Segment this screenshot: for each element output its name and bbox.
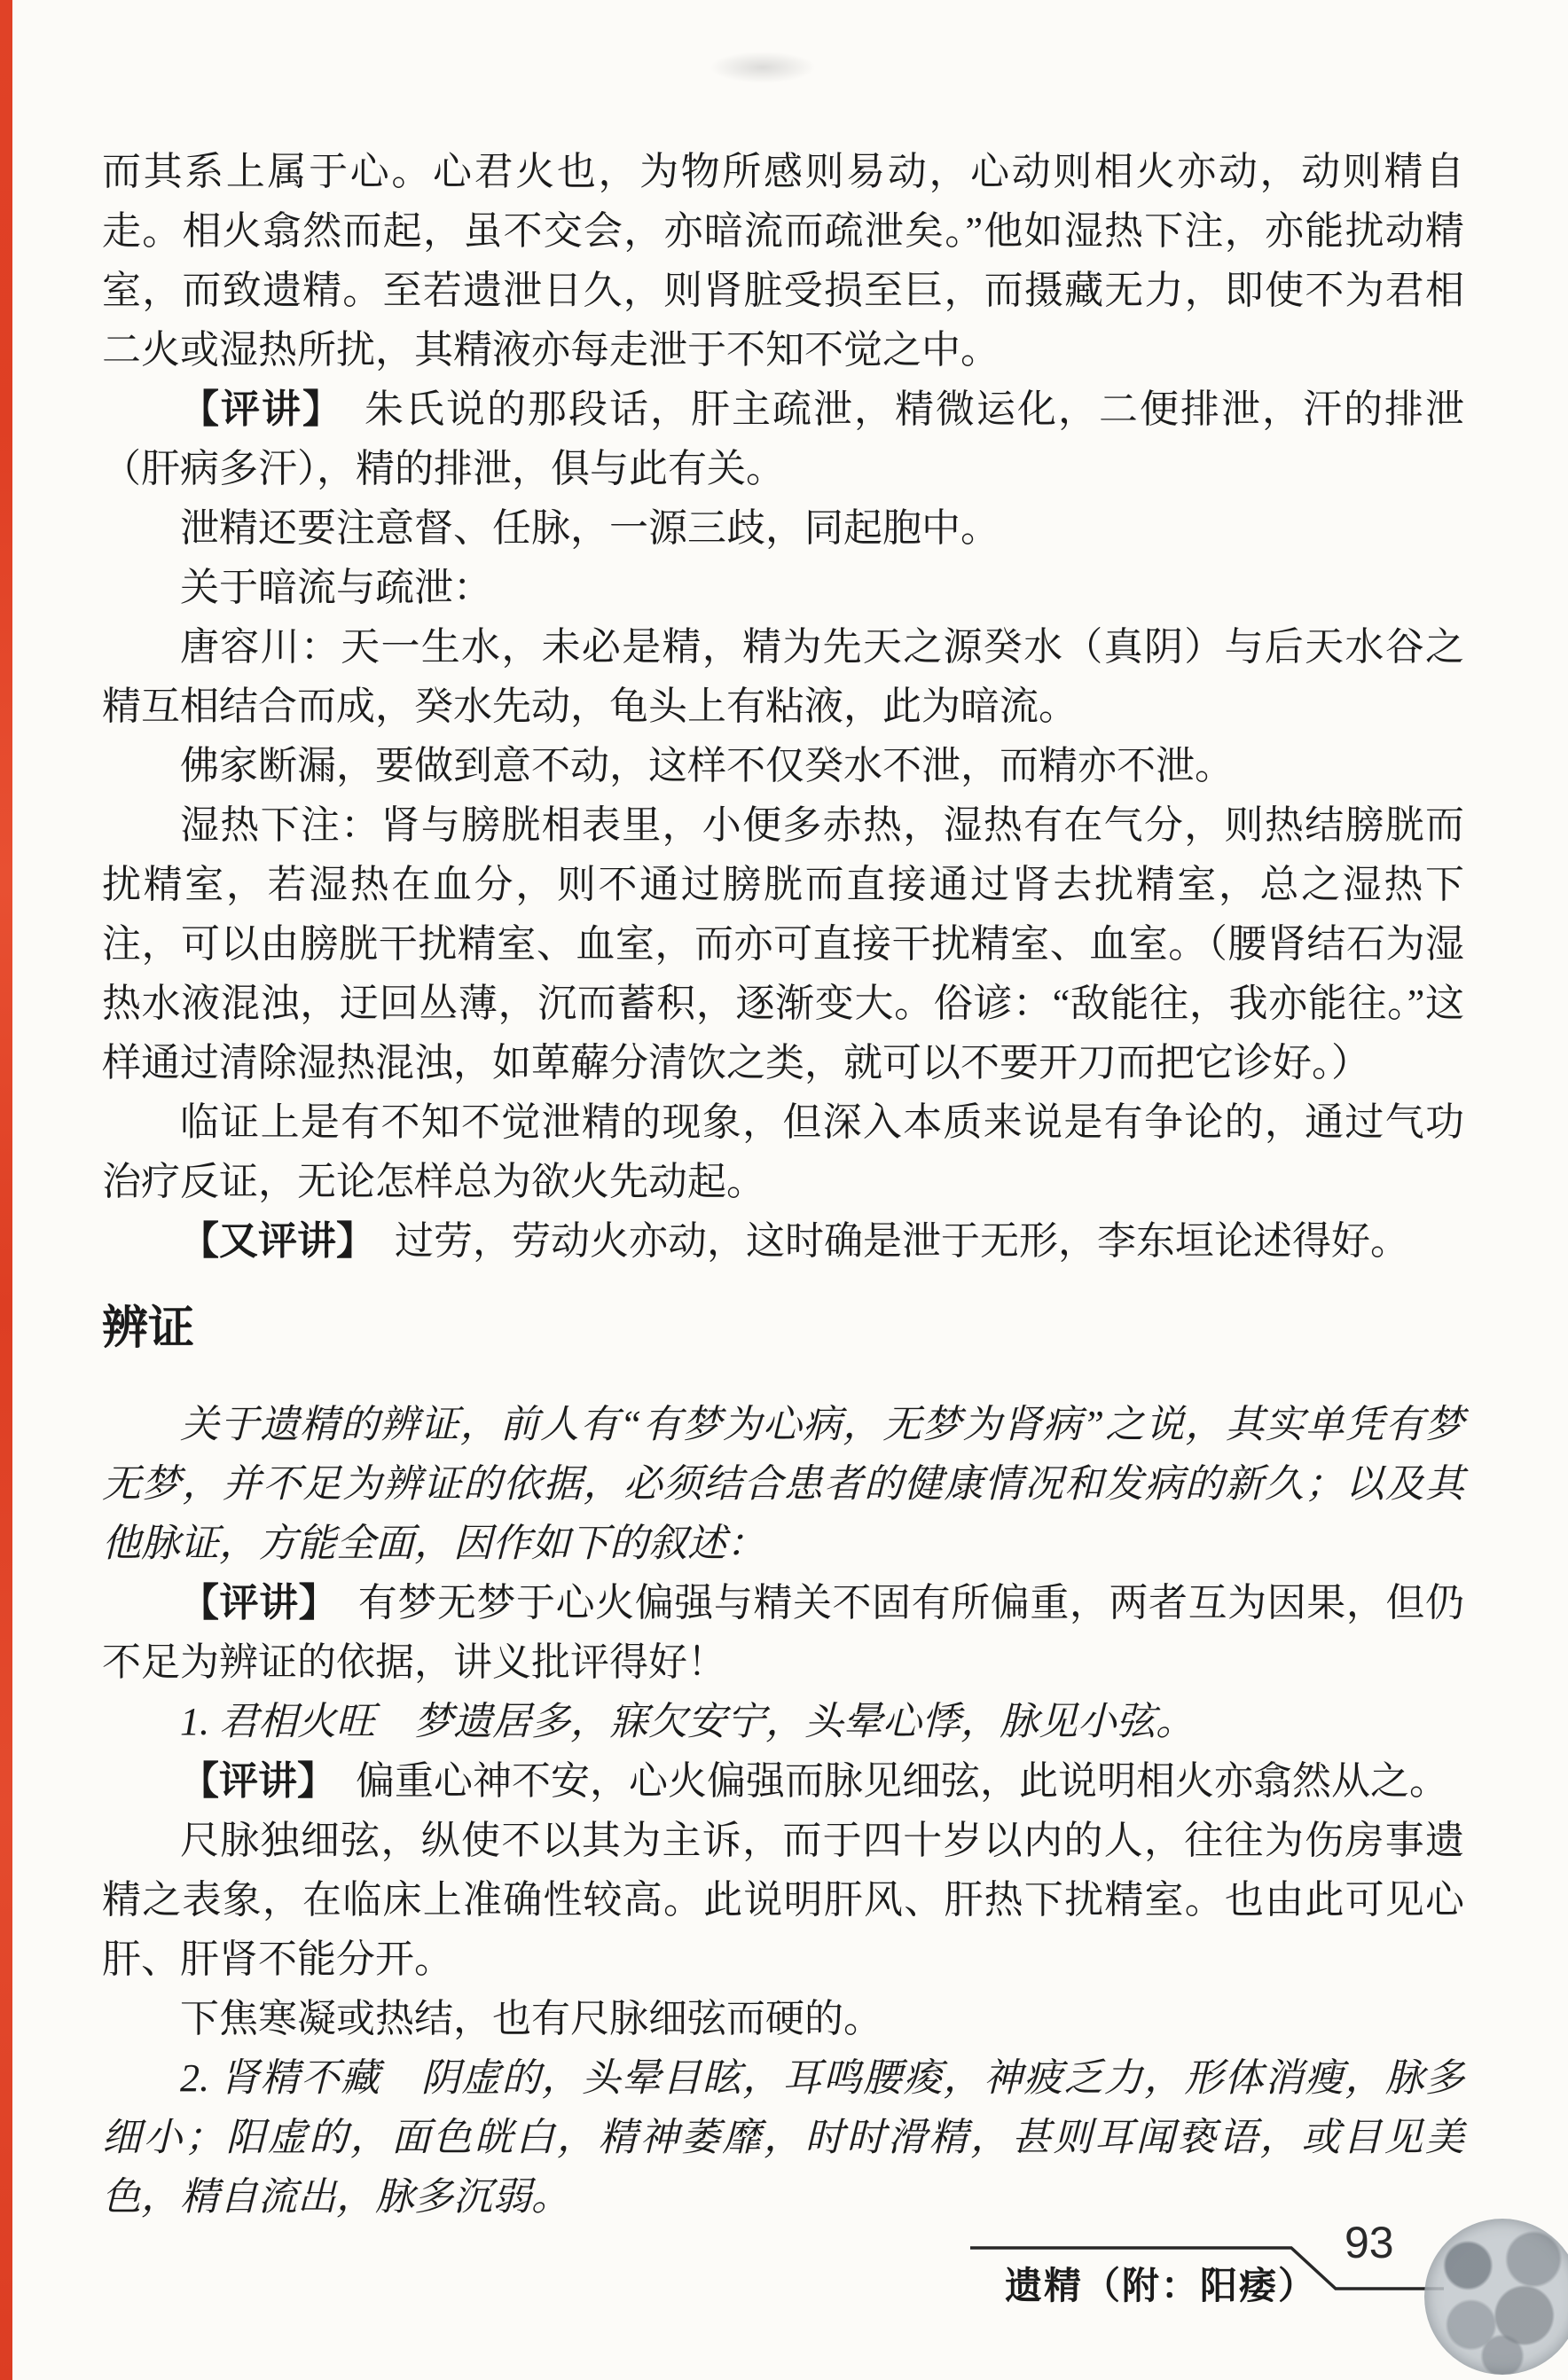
paragraph-fojia: 佛家断漏，要做到意不动，这样不仅癸水不泄，而精亦不泄。 — [180, 744, 1234, 787]
youpingjiang-text: 过劳，劳动火亦动，这时确是泄于无形，李东垣论述得好。 — [356, 1219, 1409, 1263]
pingjiang3-label: 【评讲】 — [180, 1759, 317, 1803]
pingjiang2-label: 【评讲】 — [180, 1581, 319, 1625]
pingjiang2-text: 有梦无梦于心火偏强与精关不固有所偏重，两者互为因果，但仍不足为辨证的依据，讲义批评得好！ — [102, 1581, 1464, 1684]
paragraph-continuation: 而其系上属于心。心君火也，为物所感则易动，心动则相火亦动，动则精自走。相火翕然而起，虽不交会，亦暗流而疏泄矣。”他如湿热下注，亦能扰动精室，而致遗精。至若遗泄日久，则肾脏受损至巨，而摄藏无力，即使不为君相二火或湿热所扰，其精液亦每走泄于不知不觉之中。 — [102, 150, 1464, 372]
scan-smudge-artifact — [710, 51, 816, 83]
page-text-block — [102, 142, 1464, 2227]
paragraph-xiajiao: 下焦寒凝或热结，也有尺脉细弦而硬的。 — [180, 1997, 882, 2040]
footer-chapter-title: 遗精（附：阳痿） — [1005, 2266, 1318, 2307]
paragraph-pingjiang-1 — [102, 380, 1464, 498]
section-heading-bianzheng: 辨证 — [102, 1304, 195, 1354]
paragraph-anliu-heading: 关于暗流与疏泄： — [180, 566, 492, 609]
youpingjiang-label: 【又评讲】 — [180, 1219, 356, 1263]
paragraph-youpingjiang — [102, 1211, 1464, 1271]
publisher-seal-stamp — [1424, 2219, 1568, 2375]
paragraph-chimai: 尺脉独细弦，纵使不以其为主诉，而于四十岁以内的人，往往为伤房事遗精之表象，在临床上准确性较高。此说明肝风、肝热下扰精室。也由此可见心肝、肝肾不能分开。 — [102, 1819, 1464, 1981]
pingjiang-label: 【评讲】 — [180, 388, 324, 431]
paragraph-linzheng: 临证上是有不知不觉泄精的现象，但深入本质来说是有争论的，通过气功治疗反证，无论怎样总为欲火先动起。 — [102, 1100, 1464, 1203]
paragraph-shire-xiazhu: 湿热下注：肾与膀胱相表里，小便多赤热，湿热有在气分，则热结膀胱而扰精室，若湿热在血分，则不通过膀胱而直接通过肾去扰精室，总之湿热下注，可以由膀胱干扰精室、血室，而亦可直接干扰精室、血室。（腰肾结石为湿热水液混浊，迂回丛薄，沉而蓄积，逐渐变大。俗谚：“敌能往，我亦能往。”这样通过清除湿热混浊，如萆薢分清饮之类，就可以不要开刀而把它诊好。） — [102, 803, 1464, 1084]
paragraph-bianzheng-intro: 关于遗精的辨证，前人有“有梦为心病，无梦为肾病”之说，其实单凭有梦无梦，并不足为辨证的依据，必须结合患者的健康情况和发病的新久；以及其他脉证，方能全面，因作如下的叙述： — [102, 1403, 1464, 1565]
paragraph-xiejing: 泄精还要注意督、任脉，一源三歧，同起胞中。 — [180, 506, 1000, 550]
list-item-2-shenjing-bucang: 2. 肾精不藏 阴虚的，头晕目眩，耳鸣腰痠，神疲乏力，形体消瘦，脉多细小；阳虚的，面色㿠白，精神萎靡，时时滑精，甚则耳闻亵语，或目见美色，精自流出，脉多沉弱。 — [102, 2056, 1464, 2219]
paragraph-pingjiang-3 — [102, 1751, 1464, 1811]
paragraph-pingjiang-2 — [102, 1573, 1464, 1692]
list-item-1-junxiang-huowang: 1. 君相火旺 梦遗居多，寐欠安宁，头晕心悸，脉见小弦。 — [180, 1700, 1195, 1743]
paragraph-tangrongchuan: 唐容川：天一生水，未必是精，精为先天之源癸水（真阴）与后天水谷之精互相结合而成，癸水先动，龟头上有粘液，此为暗流。 — [102, 625, 1464, 728]
pingjiang-text: 朱氏说的那段话，肝主疏泄，精微运化，二便排泄，汗的排泄（肝病多汗），精的排泄，俱与此有关。 — [102, 388, 1464, 490]
page-number: 93 — [1345, 2218, 1394, 2267]
scan-edge-red-bar — [0, 0, 12, 2380]
pingjiang3-text: 偏重心神不安，心火偏强而脉见细弦，此说明相火亦翕然从之。 — [317, 1759, 1448, 1803]
